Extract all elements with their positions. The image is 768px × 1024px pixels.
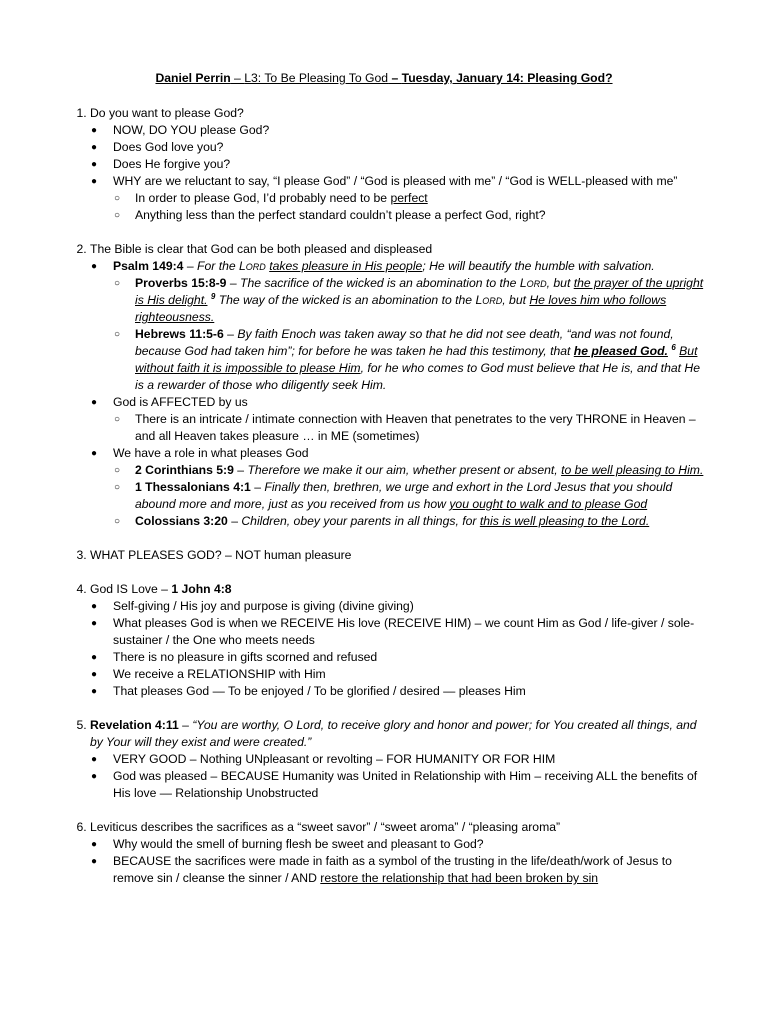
section-3 — [90, 547, 704, 564]
title-series: L3: To Be Pleasing To God — [244, 71, 389, 85]
section-heading: God IS Love – — [90, 582, 172, 596]
bullet-item: ● We receive a RELATIONSHIP with Him — [113, 666, 704, 683]
bullet-item: ● Why would the smell of burning flesh be sweet and pleasant to God? — [113, 836, 704, 853]
bullet-item: ● Does He forgive you? — [113, 156, 704, 173]
bullet-item: ● Does God love you? — [113, 139, 704, 156]
bullet-item: ● Self-giving / His joy and purpose is giving (divine giving) — [113, 598, 704, 615]
section-heading: The Bible is clear that God can be both pleased and displeased — [90, 242, 433, 256]
sub-bullet-item: ○ In order to please God, I’d probably need to be perfect — [135, 190, 704, 207]
section-2 — [90, 241, 704, 530]
title-date: Tuesday, January 14: Pleasing God? — [401, 71, 613, 85]
scripture-ref: 1 John 4:8 — [171, 582, 232, 596]
sub-bullet-item: ○ 1 Thessalonians 4:1 – Finally then, brethren, we urge and exhort in the Lord Jesus that you should abound more and more, just as you received from us how you ought to walk and to please God — [135, 479, 704, 513]
scripture-ref: 1 Thessalonians 4:1 — [135, 480, 251, 494]
section-heading: Do you want to please God? — [90, 106, 244, 120]
bullet-item: ● WHY are we reluctant to say, “I please God” / “God is pleased with me” / “God is WELL-pleased with me” ○ In order to please God, I’d probably need to be perfect ○ Anything less than the perfect standard couldn’t please a perfect God, right? — [113, 173, 704, 224]
sub-bullet-item: ○ There is an intricate / intimate connection with Heaven that penetrates to the very THRONE in Heaven – and all Heaven takes pleasure … in ME (sometimes) — [135, 411, 704, 445]
scripture-ref: Proverbs 15:8-9 — [135, 276, 227, 290]
scripture-ref: Hebrews 11:5-6 — [135, 327, 224, 341]
section-heading: WHAT PLEASES GOD? – NOT human pleasure — [90, 548, 352, 562]
bullet-item: ● What pleases God is when we RECEIVE His love (RECEIVE HIM) – we count Him as God / life-giver / sole-sustainer / the One who meets needs — [113, 615, 704, 649]
section-1 — [90, 105, 704, 224]
page-title: Daniel Perrin – L3: To Be Pleasing To God – Tuesday, January 14: Pleasing God? — [155, 71, 613, 85]
section-4 — [90, 581, 704, 700]
sub-bullet-item: ○ Colossians 3:20 – Children, obey your parents in all things, for this is well pleasing to the Lord. — [135, 513, 704, 530]
scripture-ref: 2 Corinthians 5:9 — [135, 463, 234, 477]
bullet-item: ● BECAUSE the sacrifices were made in faith as a symbol of the trusting in the life/death/work of Jesus to remove sin / cleanse the sinner / AND restore the relationship that had been broken by sin — [113, 853, 704, 887]
scripture-ref: Colossians 3:20 — [135, 514, 228, 528]
sub-bullet-item: ○ 2 Corinthians 5:9 – Therefore we make it our aim, whether present or absent, to be well pleasing to Him. — [135, 462, 704, 479]
sub-bullet-item: ○ Anything less than the perfect standard couldn’t please a perfect God, right? — [135, 207, 704, 224]
bullet-item: ● VERY GOOD – Nothing UNpleasant or revolting – FOR HUMANITY OR FOR HIM — [113, 751, 704, 768]
bullet-item: ● That pleases God — To be enjoyed / To be glorified / desired — pleases Him — [113, 683, 704, 700]
bullet-item: ● God is AFFECTED by us ○ There is an intricate / intimate connection with Heaven that penetrates to the very THRONE in Heaven – and all Heaven takes pleasure … in ME (sometimes) — [113, 394, 704, 445]
bullet-item: ● There is no pleasure in gifts scorned and refused — [113, 649, 704, 666]
bullet-item: ● NOW, DO YOU please God? — [113, 122, 704, 139]
section-5: 5. Revelation 4:11 – “You are worthy, O Lord, to receive glory and honor and power; for You created all things, and by Your will they exist and were created.” ● VERY GOOD – Nothing UNpleasant or revolting – FOR HUMANITY OR FOR HIM ● God was pleased – BECAUSE Humanity was United in Relationship with Him – receiving ALL the benefits of His love — Relationship Unobstructed — [90, 717, 704, 802]
title-author: Daniel Perrin — [155, 71, 231, 85]
scripture-ref: Psalm 149:4 — [113, 259, 184, 273]
scripture-ref: Revelation 4:11 — [90, 718, 179, 732]
section-heading: Leviticus describes the sacrifices as a “sweet savor” / “sweet aroma” / “pleasing aroma” — [90, 820, 561, 834]
outline-list — [64, 105, 704, 887]
scripture-quote: “You are worthy, O Lord, to receive glory and honor and power; for You created all things, and by Your will they exist and were created.” — [90, 718, 697, 749]
bullet-item: ● God was pleased – BECAUSE Humanity was United in Relationship with Him – receiving ALL the benefits of His love — Relationship Unobstructed — [113, 768, 704, 802]
bullet-item: ● We have a role in what pleases God ○ 2 Corinthians 5:9 – Therefore we make it our aim, whether present or absent, to be well pleasing to Him. ○ 1 Thessalonians 4:1 – Finally then, brethren, we urge and exhort in the Lord Jesus that you should abound more and more, just as you received from us how you ought to walk and to please God ○ Colossians 3:20 – Children, obey your parents in all things, for this is well pleasing to the Lord. — [113, 445, 704, 530]
bullet-item: ● Psalm 149:4 – For the Lord takes pleasure in His people; He will beautify the humble with salvation. ○ Proverbs 15:8-9 – The sacrifice of the wicked is an abomination to the Lord, but the prayer of the upright is His delight. $^9$ The way of the wicked is an abomination to the Lord, but He loves him who follows righteousness. ○ Hebrews 11:5-6 – By faith Enoch was taken away so that he did not see death, “and was not found, because God had taken him”; for before he was taken he had this testimony, that he pleased God. $^6$ But without faith it is impossible to please Him, for he who comes to God must believe that He is, and that He is a rewarder of those who diligently seek Him. — [113, 258, 704, 394]
sub-bullet-item: ○ Proverbs 15:8-9 – The sacrifice of the wicked is an abomination to the Lord, but the prayer of the upright is His delight. $^9$ The way of the wicked is an abomination to the Lord, but He loves him who follows righteousness. — [135, 275, 704, 326]
section-6 — [90, 819, 704, 887]
sub-bullet-item: ○ Hebrews 11:5-6 – By faith Enoch was taken away so that he did not see death, “and was not found, because God had taken him”; for before he was taken he had this testimony, that he pleased God. $^6$ But without faith it is impossible to please Him, for he who comes to God must believe that He is, and that He is a rewarder of those who diligently seek Him. — [135, 326, 704, 394]
